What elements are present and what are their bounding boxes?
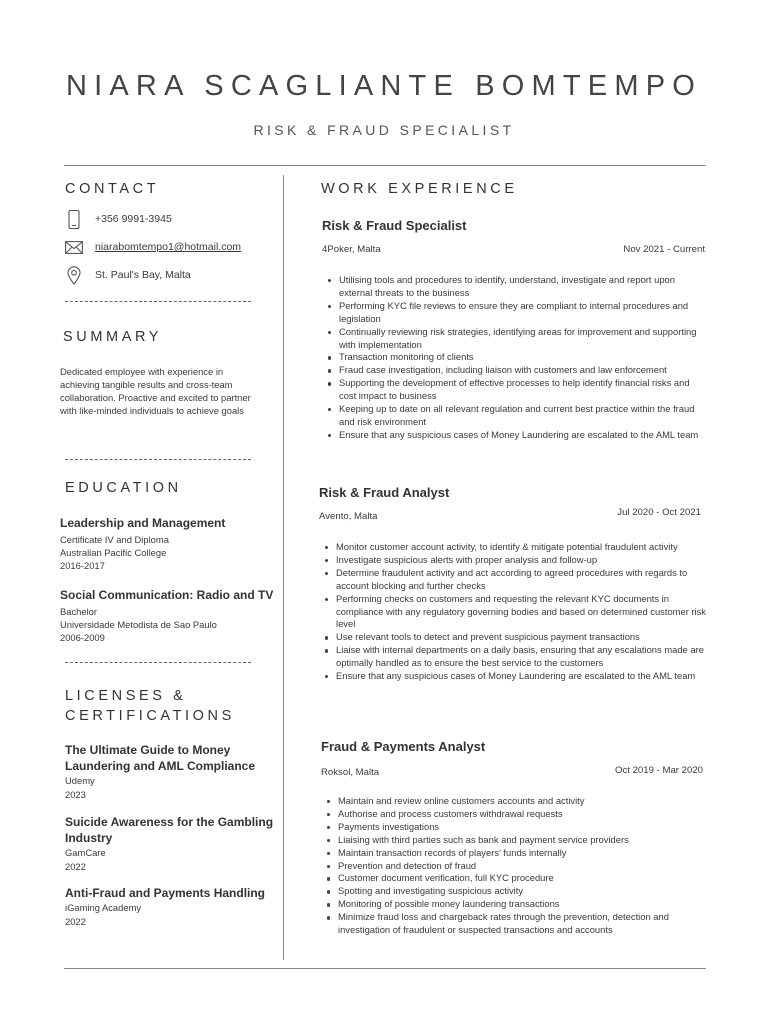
contact-email xyxy=(64,237,241,257)
contact-heading: CONTACT xyxy=(65,181,160,197)
license-item xyxy=(65,742,275,802)
summary-text: Dedicated employee with experience in achieving tangible results and cross-team collaboration. Proactive and excited to partner with like-minded individuals to achieve goals xyxy=(60,366,251,416)
contact-phone xyxy=(64,209,172,229)
education-years: 2016-2017 xyxy=(60,560,105,571)
list-item: Liaise with internal departments on a daily basis, ensuring that any escalations made are optimally handled as to ensure the best service to the customers xyxy=(319,644,707,670)
list-item: Maintain and review online customers accounts and activity xyxy=(321,795,707,808)
education-credential: Certificate IV and Diploma xyxy=(60,534,169,545)
education-heading: EDUCATION xyxy=(65,480,182,496)
job-dates: Jul 2020 - Oct 2021 xyxy=(617,507,701,518)
location-pin-icon xyxy=(64,265,84,285)
experience-heading: WORK EXPERIENCE xyxy=(321,181,518,197)
license-title: The Ultimate Guide to Money Laundering and AML Compliance xyxy=(65,743,256,773)
licenses-heading-line-2: CERTIFICATIONS xyxy=(65,708,235,724)
education-years: 2006-2009 xyxy=(60,632,105,643)
education-item xyxy=(60,588,275,644)
list-item: Investigate suspicious alerts with proper analysis and follow-up xyxy=(319,554,707,567)
section-divider xyxy=(65,662,251,663)
list-item: Determine fraudulent activity and act according to agreed procedures with regards to account blocking and further checks xyxy=(319,567,707,593)
list-item: Performing checks on customers and requesting the relevant KYC documents in compliance with any regulatory governing bodies and based on determined customer risk level xyxy=(319,593,707,632)
education-title: Social Communication: Radio and TV xyxy=(60,588,274,602)
candidate-name: NIARA SCAGLIANTE BOMTEMPO xyxy=(65,70,703,102)
header-divider xyxy=(64,165,706,166)
mail-icon xyxy=(64,237,84,257)
education-institution: Universidade Metodista de Sao Paulo xyxy=(60,619,217,630)
list-item: Monitoring of possible money laundering transactions xyxy=(321,898,707,911)
job-responsibilities xyxy=(321,795,707,937)
job-title: Risk & Fraud Specialist xyxy=(322,218,467,233)
footer-divider xyxy=(64,968,706,969)
license-item xyxy=(65,814,275,874)
phone-number: +356 9991-3945 xyxy=(95,213,172,225)
list-item: Ensure that any suspicious cases of Money Laundering are escalated to the AML team xyxy=(322,429,708,442)
phone-icon xyxy=(64,209,84,229)
list-item: Customer document verification, full KYC procedure xyxy=(321,872,707,885)
list-item: Liaising with third parties such as bank and payment service providers xyxy=(321,834,707,847)
education-title: Leadership and Management xyxy=(60,516,226,530)
licenses-heading xyxy=(65,686,235,726)
list-item: Use relevant tools to detect and prevent suspicious payment transactions xyxy=(319,631,707,644)
education-credential: Bachelor xyxy=(60,606,98,617)
list-item: Minimize fraud loss and chargeback rates through the prevention, detection and investigation of fraudulent or suspected transactions and accounts xyxy=(321,911,707,937)
license-issuer: iGaming Academy xyxy=(65,902,142,913)
job-title: Risk & Fraud Analyst xyxy=(319,485,450,500)
job-dates: Oct 2019 - Mar 2020 xyxy=(615,765,703,776)
list-item: Maintain transaction records of players' funds internally xyxy=(321,847,707,860)
license-title: Suicide Awareness for the Gambling Industry xyxy=(65,815,274,845)
list-item: Performing KYC file reviews to ensure they are compliant to internal procedures and legislation xyxy=(322,300,708,326)
education-institution: Australian Pacific College xyxy=(60,547,167,558)
list-item: Continually reviewing risk strategies, identifying areas for improvement and supporting with implementation xyxy=(322,326,708,352)
location-text: St. Paul's Bay, Malta xyxy=(95,269,191,281)
list-item: Supporting the development of effective processes to help identify financial risks and cost impact to business xyxy=(322,377,708,403)
list-item: Authorise and process customers withdrawal requests xyxy=(321,808,707,821)
list-item: Prevention and detection of fraud xyxy=(321,860,707,873)
list-item: Utilising tools and procedures to identify, understand, investigate and report upon external threats to the business xyxy=(322,274,708,300)
job-responsibilities xyxy=(322,274,708,442)
license-title: Anti-Fraud and Payments Handling xyxy=(65,886,266,900)
list-item: Ensure that any suspicious cases of Money Laundering are escalated to the AML team xyxy=(319,670,707,683)
section-divider xyxy=(65,459,251,460)
list-item: Monitor customer account activity, to identify & mitigate potential fraudulent activity xyxy=(319,541,707,554)
license-year: 2022 xyxy=(65,861,86,872)
list-item: Spotting and investigating suspicious activity xyxy=(321,885,707,898)
summary-heading: SUMMARY xyxy=(63,329,163,345)
license-year: 2023 xyxy=(65,789,86,800)
license-issuer: Udemy xyxy=(65,775,95,786)
email-link[interactable]: niarabomtempo1@hotmail.com xyxy=(95,241,242,253)
job-dates: Nov 2021 - Current xyxy=(623,244,705,255)
list-item: Transaction monitoring of clients xyxy=(322,351,708,364)
license-year: 2022 xyxy=(65,916,86,927)
licenses-heading-line-1: LICENSES & xyxy=(65,688,187,704)
job-title: Fraud & Payments Analyst xyxy=(321,739,486,754)
candidate-title: RISK & FRAUD SPECIALIST xyxy=(253,122,515,138)
section-divider xyxy=(65,301,251,302)
column-divider xyxy=(283,175,284,960)
list-item: Keeping up to date on all relevant regulation and current best practice within the fraud and risk environment xyxy=(322,403,708,429)
contact-location xyxy=(64,265,191,285)
job-company: 4Poker, Malta xyxy=(322,244,381,255)
job-responsibilities xyxy=(319,541,707,683)
job-company: Roksol, Malta xyxy=(321,767,380,778)
education-item xyxy=(60,516,275,572)
list-item: Fraud case investigation, including liaison with customers and law enforcement xyxy=(322,364,708,377)
license-item xyxy=(65,885,275,929)
license-issuer: GamCare xyxy=(65,847,106,858)
job-company: Avento, Malta xyxy=(319,511,378,522)
list-item: Payments investigations xyxy=(321,821,707,834)
